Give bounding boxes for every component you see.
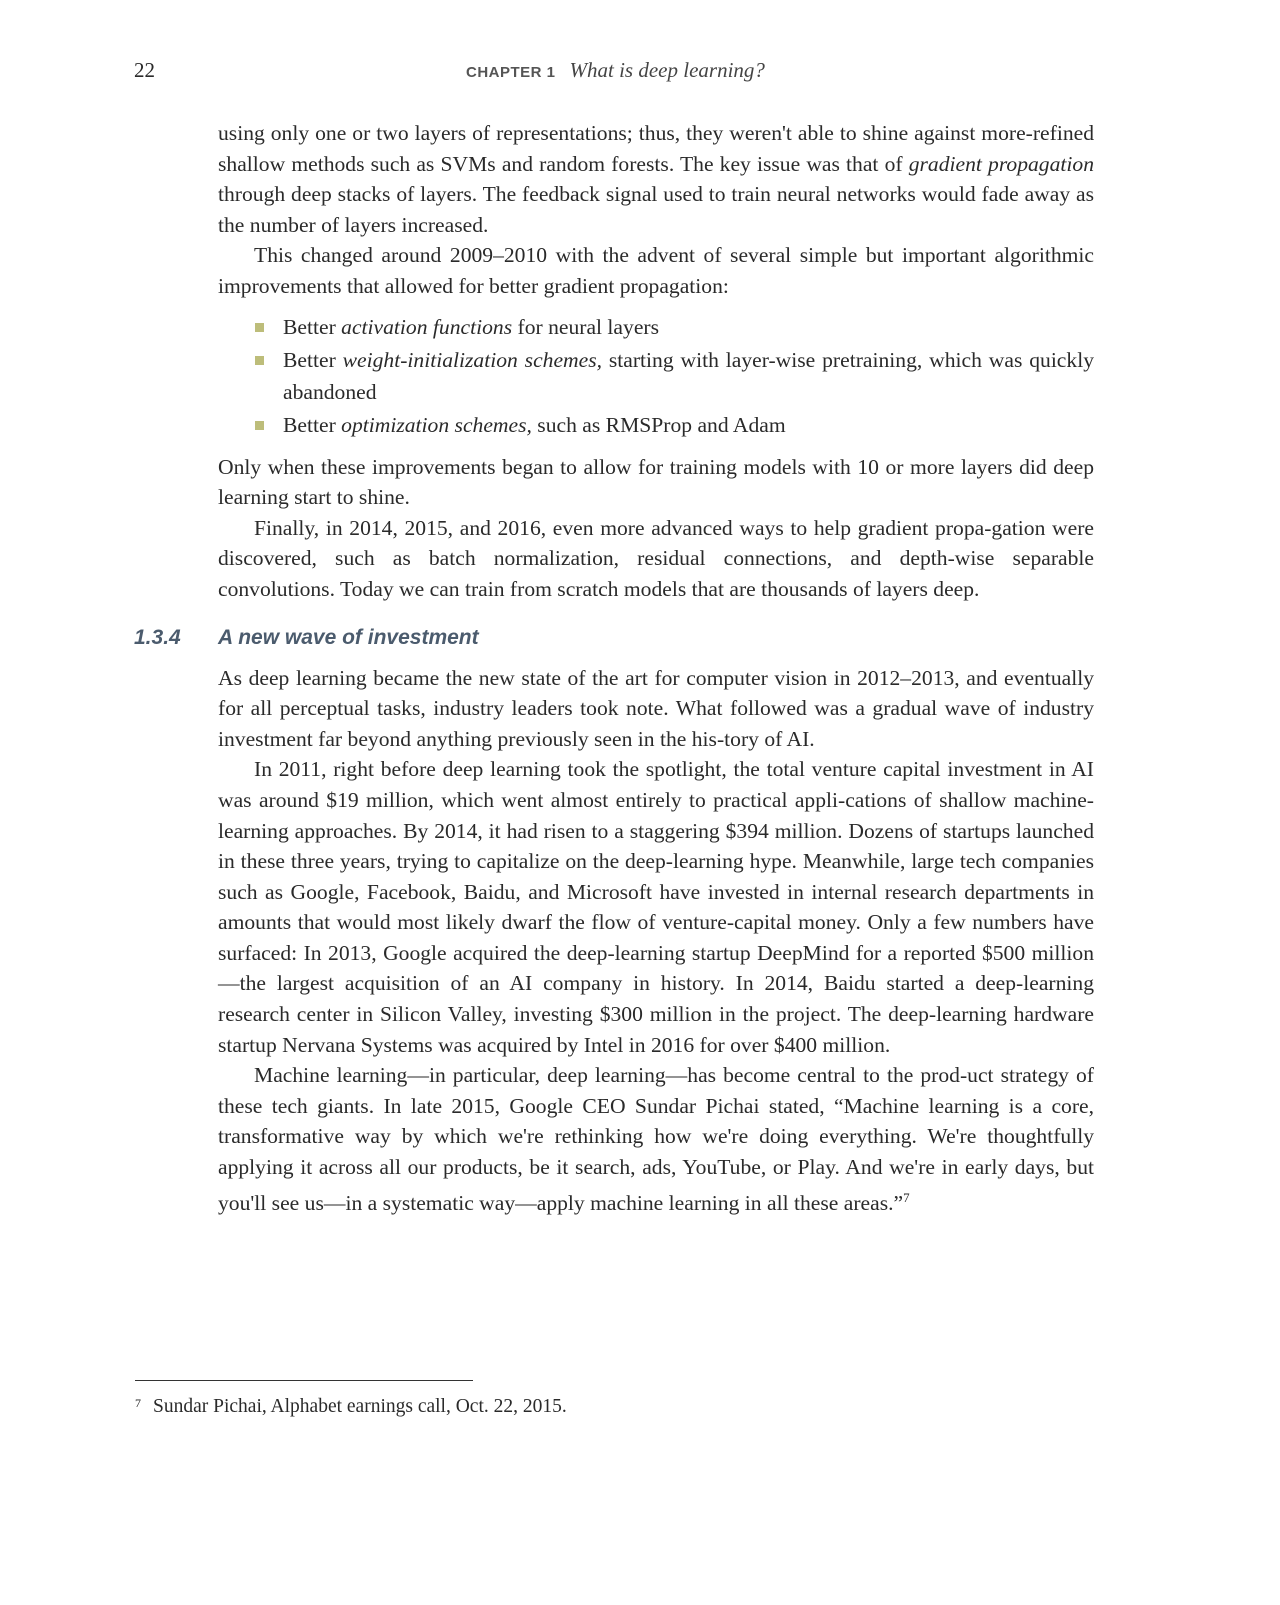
section-number: 1.3.4 — [134, 625, 181, 649]
emphasis: optimization schemes, — [341, 413, 532, 438]
bullet-list — [218, 312, 1094, 442]
text: Machine learning—in particular, deep learning—has become central to the prod-uct strategy of these tech giants. In late 2015, Google CEO Sundar Pichai stated, “Machine learning is a core, transformative way by which we're rethinking how we're doing everything. We're thoughtfully applying it across all our products, be it search, ads, YouTube, or Play. And we're in early days, but you'll see us—in a systematic way—apply machine learning in all these areas.” — [218, 1063, 1094, 1215]
section-heading — [134, 623, 1094, 653]
text: using only one or two layers of representations; thus, they weren't able to shine against more-refined shallow methods such as SVMs and random forests. The key issue was that of — [218, 121, 1094, 176]
page-number: 22 — [134, 58, 155, 82]
emphasis: gradient propagation — [908, 151, 1094, 176]
text: for neural layers — [512, 314, 659, 339]
list-item — [283, 410, 1094, 442]
body-text — [134, 118, 1094, 1218]
footnote-divider — [135, 1380, 473, 1381]
text: Better — [283, 348, 343, 373]
list-item — [283, 345, 1094, 408]
footnote-reference: 7 — [903, 1189, 910, 1205]
footnote-number: 7 — [135, 1396, 141, 1410]
section-title: A new wave of investment — [218, 625, 479, 649]
paragraph — [218, 240, 1094, 301]
text: Better — [283, 314, 342, 339]
text: Better — [283, 413, 342, 438]
footnote — [135, 1396, 567, 1418]
list-item — [283, 312, 1094, 344]
paragraph — [218, 1060, 1094, 1218]
text: through deep stacks of layers. The feedback signal used to train neural networks would fade away as the number of layers increased. — [218, 182, 1094, 237]
footnote-text: Sundar Pichai, Alphabet earnings call, Oct. 22, 2015. — [153, 1396, 567, 1417]
emphasis: weight-initialization schemes, — [342, 348, 603, 373]
emphasis: activation functions — [341, 314, 513, 339]
running-header — [134, 58, 1094, 88]
paragraph: Finally, in 2014, 2015, and 2016, even more advanced ways to help gradient propa-gation were discovered, such as batch normalization, residual connections, and depth-wise separable convolutions. Today we can train from scratch models that are thousands of layers deep. — [218, 515, 1094, 601]
square-bullet-icon — [255, 356, 264, 365]
chapter-title: What is deep learning? — [569, 58, 765, 82]
square-bullet-icon — [255, 323, 264, 332]
square-bullet-icon — [255, 421, 264, 430]
paragraph: Only when these improvements began to allow for training models with 10 or more layers did deep learning start to shine. — [218, 454, 1094, 510]
paragraph — [218, 118, 1094, 240]
text: starting with layer-wise pretraining, which was quickly abandoned — [283, 348, 1094, 404]
text: This changed around 2009–2010 with the advent of several simple but important algorithmic improvements that allowed for better gradient propagation: — [218, 243, 1094, 298]
chapter-header — [466, 58, 765, 83]
paragraph: In 2011, right before deep learning took the spotlight, the total venture capital investment in AI was around $19 million, which went almost entirely to practical appli-cations of shallow machine-learning approaches. By 2014, it had risen to a staggering $394 million. Dozens of startups launched in these three years, trying to capitalize on the deep-learning hype. Meanwhile, large tech companies such as Google, Facebook, Baidu, and Microsoft have invested in internal research departments in amounts that would most likely dwarf the flow of venture-capital money. Only a few numbers have surfaced: In 2013, Google acquired the deep-learning startup DeepMind for a reported $500 million—the largest acquisition of an AI company in history. In 2014, Baidu started a deep-learning research center in Silicon Valley, investing $300 million in the project. The deep-learning hardware startup Nervana Systems was acquired by Intel in 2016 for over $400 million. — [218, 757, 1094, 1057]
paragraph: As deep learning became the new state of the art for computer vision in 2012–2013, and eventually for all perceptual tasks, industry leaders took note. What followed was a gradual wave of industry investment far beyond anything previously seen in the his-tory of AI. — [218, 665, 1094, 751]
text: such as RMSProp and Adam — [531, 413, 786, 438]
chapter-label: CHAPTER 1 — [466, 64, 556, 81]
